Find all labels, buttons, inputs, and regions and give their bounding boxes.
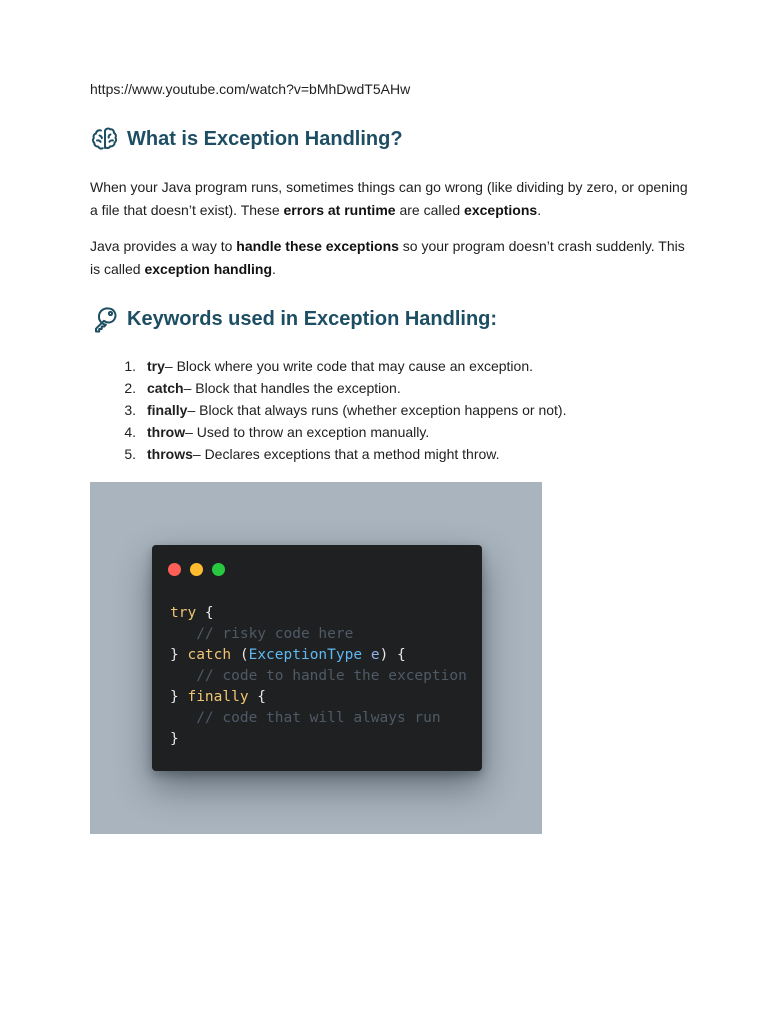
code-line	[170, 603, 467, 624]
code-line	[170, 708, 467, 729]
bold-text: exception handling	[144, 261, 273, 277]
keyword: catch	[147, 380, 184, 396]
minimize-dot	[190, 563, 203, 576]
section-heading-text: What is Exception Handling?	[127, 127, 403, 150]
section-heading-keywords	[90, 304, 497, 334]
handling-paragraph	[90, 235, 690, 281]
maximize-dot	[212, 563, 225, 576]
code-block	[170, 603, 467, 750]
close-dot	[168, 563, 181, 576]
code-line	[170, 687, 467, 708]
code-token: try	[170, 605, 197, 621]
keyword: try	[147, 358, 165, 374]
bold-text: errors at runtime	[283, 202, 396, 218]
code-token: (	[231, 647, 249, 663]
keyword-description: – Block that always runs (whether exception happens or not).	[187, 402, 567, 418]
list-number: 5.	[124, 446, 136, 462]
code-line	[170, 729, 467, 750]
code-token: }	[170, 647, 188, 663]
youtube-link[interactable]: https://www.youtube.com/watch?v=bMhDwdT5AHw	[90, 81, 411, 97]
section-heading-what-is	[90, 124, 403, 154]
brain-icon	[90, 124, 120, 154]
text-run: are called	[395, 202, 465, 218]
code-token: e	[370, 647, 380, 663]
code-token: // risky code here	[170, 626, 354, 642]
code-token: }	[170, 731, 179, 747]
code-token: {	[196, 605, 214, 621]
text-run: .	[272, 261, 276, 277]
code-token	[362, 647, 371, 663]
code-line	[170, 666, 467, 687]
keyword-description: – Declares exceptions that a method might throw.	[192, 446, 500, 462]
keyword-description: – Used to throw an exception manually.	[185, 424, 430, 440]
list-item	[90, 377, 566, 399]
bold-text: handle these exceptions	[236, 238, 399, 254]
code-token: ExceptionType	[248, 647, 363, 663]
keyword: throws	[147, 446, 193, 462]
code-token: finally	[187, 689, 249, 705]
code-token: {	[248, 689, 267, 705]
code-token: catch	[187, 647, 232, 663]
keywords-list	[90, 355, 566, 465]
list-number: 4.	[124, 424, 136, 440]
code-token: // code that will always run	[170, 710, 441, 726]
code-line	[170, 645, 467, 666]
text-run: so your program doesn’t crash suddenly. This is called	[90, 238, 685, 277]
text-run: Java provides a way to	[90, 238, 237, 254]
list-number: 2.	[124, 380, 136, 396]
key-icon	[90, 304, 120, 334]
list-item	[90, 421, 566, 443]
list-number: 3.	[124, 402, 136, 418]
list-item	[90, 355, 566, 377]
code-token: // code to handle the exception	[170, 668, 467, 684]
keyword-description: – Block that handles the exception.	[183, 380, 401, 396]
keyword: finally	[147, 402, 188, 418]
text-run: .	[537, 202, 542, 218]
code-line	[170, 624, 467, 645]
section-heading-text: Keywords used in Exception Handling:	[127, 307, 498, 330]
list-item	[90, 399, 566, 421]
bold-text: exceptions	[464, 202, 538, 218]
keyword: throw	[147, 424, 186, 440]
code-token: }	[170, 689, 188, 705]
keyword-description: – Block where you write code that may cause an exception.	[164, 358, 533, 374]
intro-paragraph	[90, 176, 690, 222]
text-run: When your Java program runs, sometimes things can go wrong (like dividing by zero, or opening a file that doesn’t exist). These	[90, 179, 688, 218]
code-token: ) {	[379, 647, 406, 663]
list-number: 1.	[124, 358, 136, 374]
list-item	[90, 443, 566, 465]
code-snippet-image	[90, 482, 542, 834]
code-editor-window	[152, 545, 482, 771]
window-controls	[168, 563, 234, 576]
